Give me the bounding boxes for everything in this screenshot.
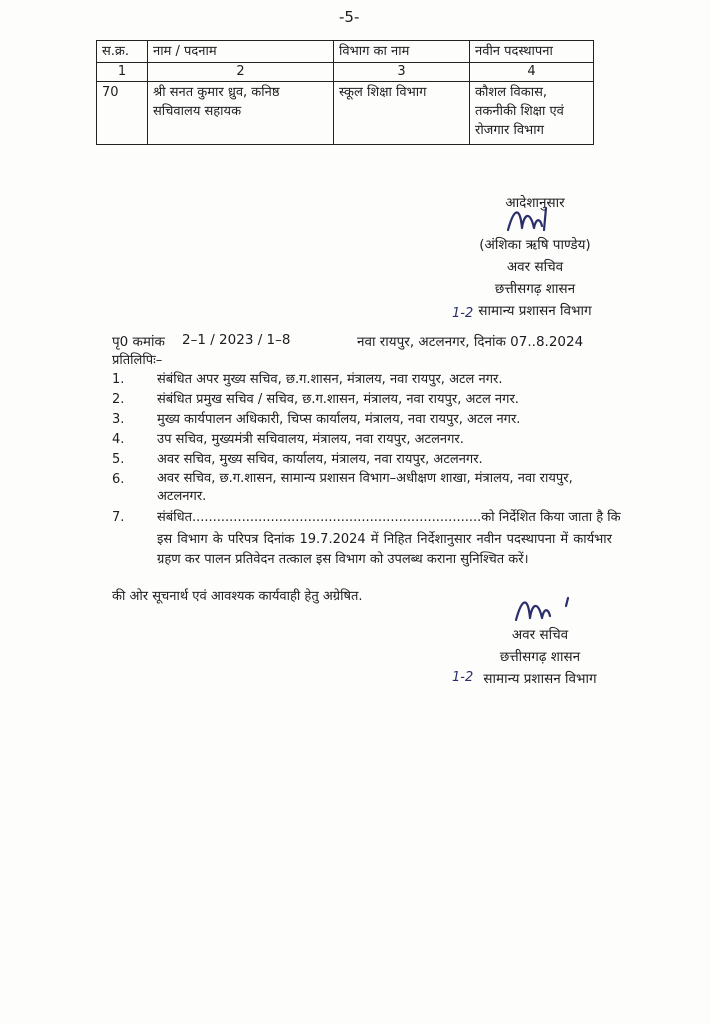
row-department: स्कूल शिक्षा विभाग	[334, 82, 470, 145]
place-date: नवा रायपुर, अटलनगर, दिनांक 07..8.2024	[357, 334, 584, 350]
list-item-number: 3.	[112, 412, 125, 427]
signatory-designation: अवर सचिव	[511, 627, 569, 643]
signatory-government: छत्तीसगढ़ शासन	[499, 649, 581, 665]
index-cell: 4	[470, 63, 594, 82]
row-name-line: सचिवालय सहायक	[153, 104, 242, 119]
list-item-number: 1.	[112, 372, 125, 387]
posting-table	[96, 40, 594, 145]
instruction-paragraph: इस विभाग के परिपत्र दिनांक 19.7.2024 में निहित निर्देशानुसार नवीन पदस्थापना में कार्यभार ग्रहण कर पालन प्रतिवेदन तत्काल इस विभाग को उपलब्ध कराना सुनिश्चित करें।	[157, 532, 612, 567]
list-item	[112, 470, 612, 508]
header-department: विभाग का नाम	[334, 41, 470, 63]
header-sno: स.क्र.	[97, 41, 148, 63]
row-new-posting	[470, 82, 594, 145]
header-new-posting: नवीन पदस्थापना	[470, 41, 594, 63]
row-posting-line: कौशल विकास,	[475, 85, 548, 100]
signatory-department: सामान्य प्रशासन विभाग	[483, 671, 597, 687]
index-cell: 1	[97, 63, 148, 82]
reference-number-label: पृ0 कमांक	[112, 334, 165, 350]
signature-image-1	[500, 200, 560, 240]
index-cell: 2	[148, 63, 334, 82]
list-item-text: संबंधित अपर मुख्य सचिव, छ.ग.शासन, मंत्रालय, नवा रायपुर, अटल नगर.	[157, 372, 503, 387]
signatory-designation: अवर सचिव	[506, 259, 564, 275]
reference-number: 2–1 / 2023 / 1–8	[182, 332, 291, 348]
table-index-row	[97, 63, 594, 82]
index-cell: 3	[334, 63, 470, 82]
list-item-number: 4.	[112, 432, 125, 447]
signatory-government: छत्तीसगढ़ शासन	[494, 281, 576, 297]
list-item	[112, 410, 612, 430]
closing-line: की ओर सूचनार्थ एवं आवश्यक कार्यवाही हेतु अग्रेषित.	[112, 589, 363, 604]
list-item-number: 7.	[112, 510, 125, 525]
header-name: नाम / पदनाम	[148, 41, 334, 63]
table-row	[97, 82, 594, 145]
list-item	[112, 430, 612, 450]
list-item-number: 2.	[112, 392, 125, 407]
list-item-text: मुख्य कार्यपालन अधिकारी, चिप्स कार्यालय, मंत्रालय, नवा रायपुर, अटल नगर.	[157, 412, 521, 427]
signature-image-2	[508, 592, 578, 628]
list-item	[112, 450, 612, 470]
list-item-text: अवर सचिव, छ.ग.शासन, सामान्य प्रशासन विभाग–अधीक्षण शाखा, मंत्रालय, नवा रायपुर, अटलनगर.	[157, 471, 573, 504]
list-item-number: 5.	[112, 452, 125, 467]
row-sno: 70	[97, 82, 148, 145]
signatory-department: सामान्य प्रशासन विभाग	[478, 303, 592, 319]
list-item-number: 6.	[112, 472, 125, 487]
order-text: आदेशानुसार	[505, 195, 565, 211]
row-name	[148, 82, 334, 145]
list-item-text: संबंधित......................................................................को निर्देशित किया जाता है कि	[157, 510, 621, 525]
list-item-text: अवर सचिव, मुख्य सचिव, कार्यालय, मंत्रालय, नवा रायपुर, अटलनगर.	[157, 452, 483, 467]
list-item	[112, 370, 612, 390]
list-item-text: संबंधित प्रमुख सचिव / सचिव, छ.ग.शासन, मंत्रालय, नवा रायपुर, अटल नगर.	[157, 392, 519, 407]
copy-list	[112, 370, 621, 528]
row-name-line: श्री सनत कुमार ध्रुव, कनिष्ठ	[153, 85, 280, 100]
handwritten-annotation: 1-2	[452, 670, 474, 685]
signatory-name: (अंशिका ऋषि पाण्डेय)	[479, 237, 591, 253]
page-number: -5-	[339, 8, 360, 26]
row-posting-line: रोजगार विभाग	[475, 123, 544, 138]
copy-label: प्रतिलिपिः–	[112, 353, 163, 368]
list-item	[112, 390, 612, 410]
handwritten-annotation: 1-2	[452, 306, 474, 321]
list-item	[112, 508, 621, 528]
row-posting-line: तकनीकी शिक्षा एवं	[475, 104, 564, 119]
signature-block-2	[470, 624, 610, 690]
list-item-text: उप सचिव, मुख्यमंत्री सचिवालय, मंत्रालय, नवा रायपुर, अटलनगर.	[157, 432, 464, 447]
table-header-row	[97, 41, 594, 63]
